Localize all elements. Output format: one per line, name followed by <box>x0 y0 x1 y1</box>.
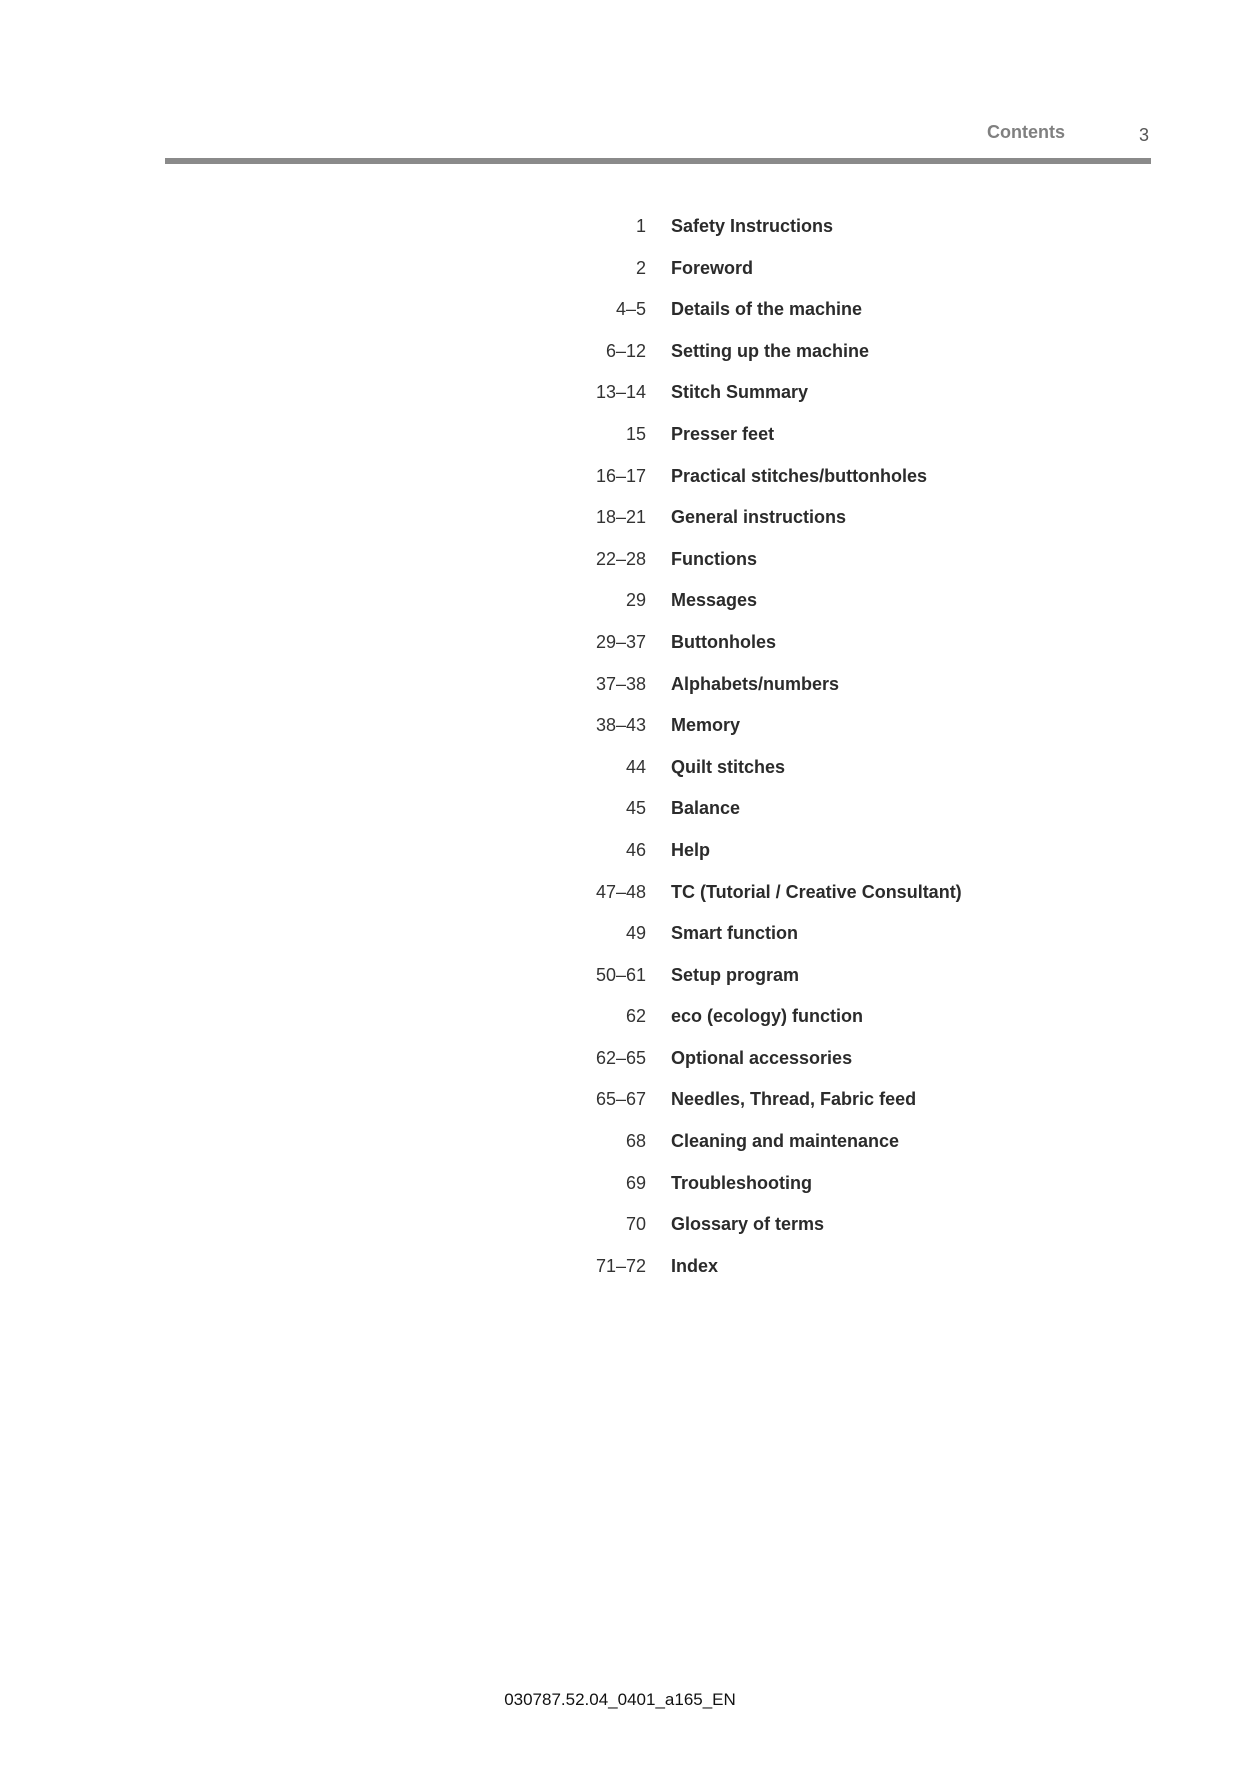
toc-entry <box>560 840 1120 882</box>
toc-entry-title: Setting up the machine <box>671 340 870 361</box>
toc-page-range: 29 <box>625 590 646 611</box>
toc-page-range: 22–28 <box>595 548 646 569</box>
toc-entry-title: Stitch Summary <box>671 382 809 403</box>
toc-entry <box>560 507 1120 549</box>
toc-entry-title: Needles, Thread, Fabric feed <box>671 1089 917 1110</box>
toc-entry-title: Setup program <box>671 964 800 985</box>
toc-page-range: 15 <box>625 423 646 444</box>
toc-page-range: 37–38 <box>595 673 646 694</box>
toc-page-range: 49 <box>625 923 646 944</box>
toc-page-range: 46 <box>625 839 646 860</box>
header-divider <box>165 158 1151 164</box>
table-of-contents <box>560 216 1120 1297</box>
toc-entry <box>560 632 1120 674</box>
toc-entry <box>560 674 1120 716</box>
toc-page-range: 47–48 <box>595 881 646 902</box>
toc-entry <box>560 757 1120 799</box>
toc-entry-title: Smart function <box>671 923 799 944</box>
toc-page-range: 62 <box>625 1006 646 1027</box>
toc-entry-title: TC (Tutorial / Creative Consultant) <box>671 881 962 902</box>
toc-entry-title: Quilt stitches <box>671 756 786 777</box>
toc-page-range: 1 <box>635 216 646 236</box>
toc-entry-title: Details of the machine <box>671 299 863 320</box>
toc-entry-title: Index <box>671 1255 719 1276</box>
toc-page-range: 2 <box>635 257 646 278</box>
toc-page-range: 18–21 <box>595 507 646 528</box>
toc-page-range: 6–12 <box>605 340 646 361</box>
toc-page-range: 44 <box>625 756 646 777</box>
document-code: 030787.52.04_0401_a165_EN <box>504 1690 736 1709</box>
toc-entry-title: Optional accessories <box>671 1047 853 1068</box>
toc-page-range: 62–65 <box>595 1047 646 1068</box>
toc-entry-title: Foreword <box>671 257 754 278</box>
toc-page-range: 16–17 <box>595 465 646 486</box>
toc-page-range: 45 <box>625 798 646 819</box>
toc-page-range: 50–61 <box>595 964 646 985</box>
toc-entry <box>560 1173 1120 1215</box>
toc-entry-title: Alphabets/numbers <box>671 673 840 694</box>
toc-entry <box>560 299 1120 341</box>
toc-page-range: 13–14 <box>595 382 646 403</box>
toc-entry-title: Balance <box>671 798 741 819</box>
toc-entry <box>560 1048 1120 1090</box>
toc-entry <box>560 798 1120 840</box>
toc-entry <box>560 882 1120 924</box>
toc-entry <box>560 1256 1120 1298</box>
toc-entry <box>560 1131 1120 1173</box>
toc-entry-title: eco (ecology) function <box>671 1006 864 1027</box>
toc-entry <box>560 549 1120 591</box>
toc-page-range: 71–72 <box>595 1255 646 1276</box>
toc-page-range: 4–5 <box>615 299 646 320</box>
toc-entry <box>560 341 1120 383</box>
toc-entry-title: Glossary of terms <box>671 1214 825 1235</box>
toc-entry <box>560 258 1120 300</box>
toc-entry <box>560 923 1120 965</box>
toc-entry <box>560 466 1120 508</box>
toc-entry-title: Buttonholes <box>671 631 776 652</box>
toc-entry-title: Troubleshooting <box>671 1172 812 1193</box>
toc-entry-title: Functions <box>671 548 757 569</box>
toc-entry-title: General instructions <box>671 507 847 528</box>
toc-entry-title: Messages <box>671 590 758 611</box>
toc-entry-title: Cleaning and maintenance <box>671 1131 900 1152</box>
toc-page-range: 68 <box>625 1131 646 1152</box>
toc-entry <box>560 715 1120 757</box>
toc-entry-title: Safety Instructions <box>671 216 834 236</box>
toc-entry <box>560 1214 1120 1256</box>
section-title: Contents <box>987 122 1065 142</box>
toc-entry <box>560 965 1120 1007</box>
page-header <box>165 112 1151 162</box>
toc-page-range: 38–43 <box>595 715 646 736</box>
toc-entry-title: Memory <box>671 715 741 736</box>
page-number: 3 <box>1138 125 1149 145</box>
toc-page-range: 69 <box>625 1172 646 1193</box>
toc-page-range: 70 <box>625 1214 646 1235</box>
toc-entry-title: Practical stitches/buttonholes <box>671 465 928 486</box>
toc-entry-title: Help <box>671 839 711 860</box>
toc-entry <box>560 590 1120 632</box>
toc-entry <box>560 382 1120 424</box>
toc-entry <box>560 424 1120 466</box>
toc-entry <box>560 216 1120 258</box>
toc-entry-title: Presser feet <box>671 423 775 444</box>
toc-page-range: 65–67 <box>595 1089 646 1110</box>
toc-page-range: 29–37 <box>595 631 646 652</box>
toc-entry <box>560 1006 1120 1048</box>
toc-entry <box>560 1089 1120 1131</box>
